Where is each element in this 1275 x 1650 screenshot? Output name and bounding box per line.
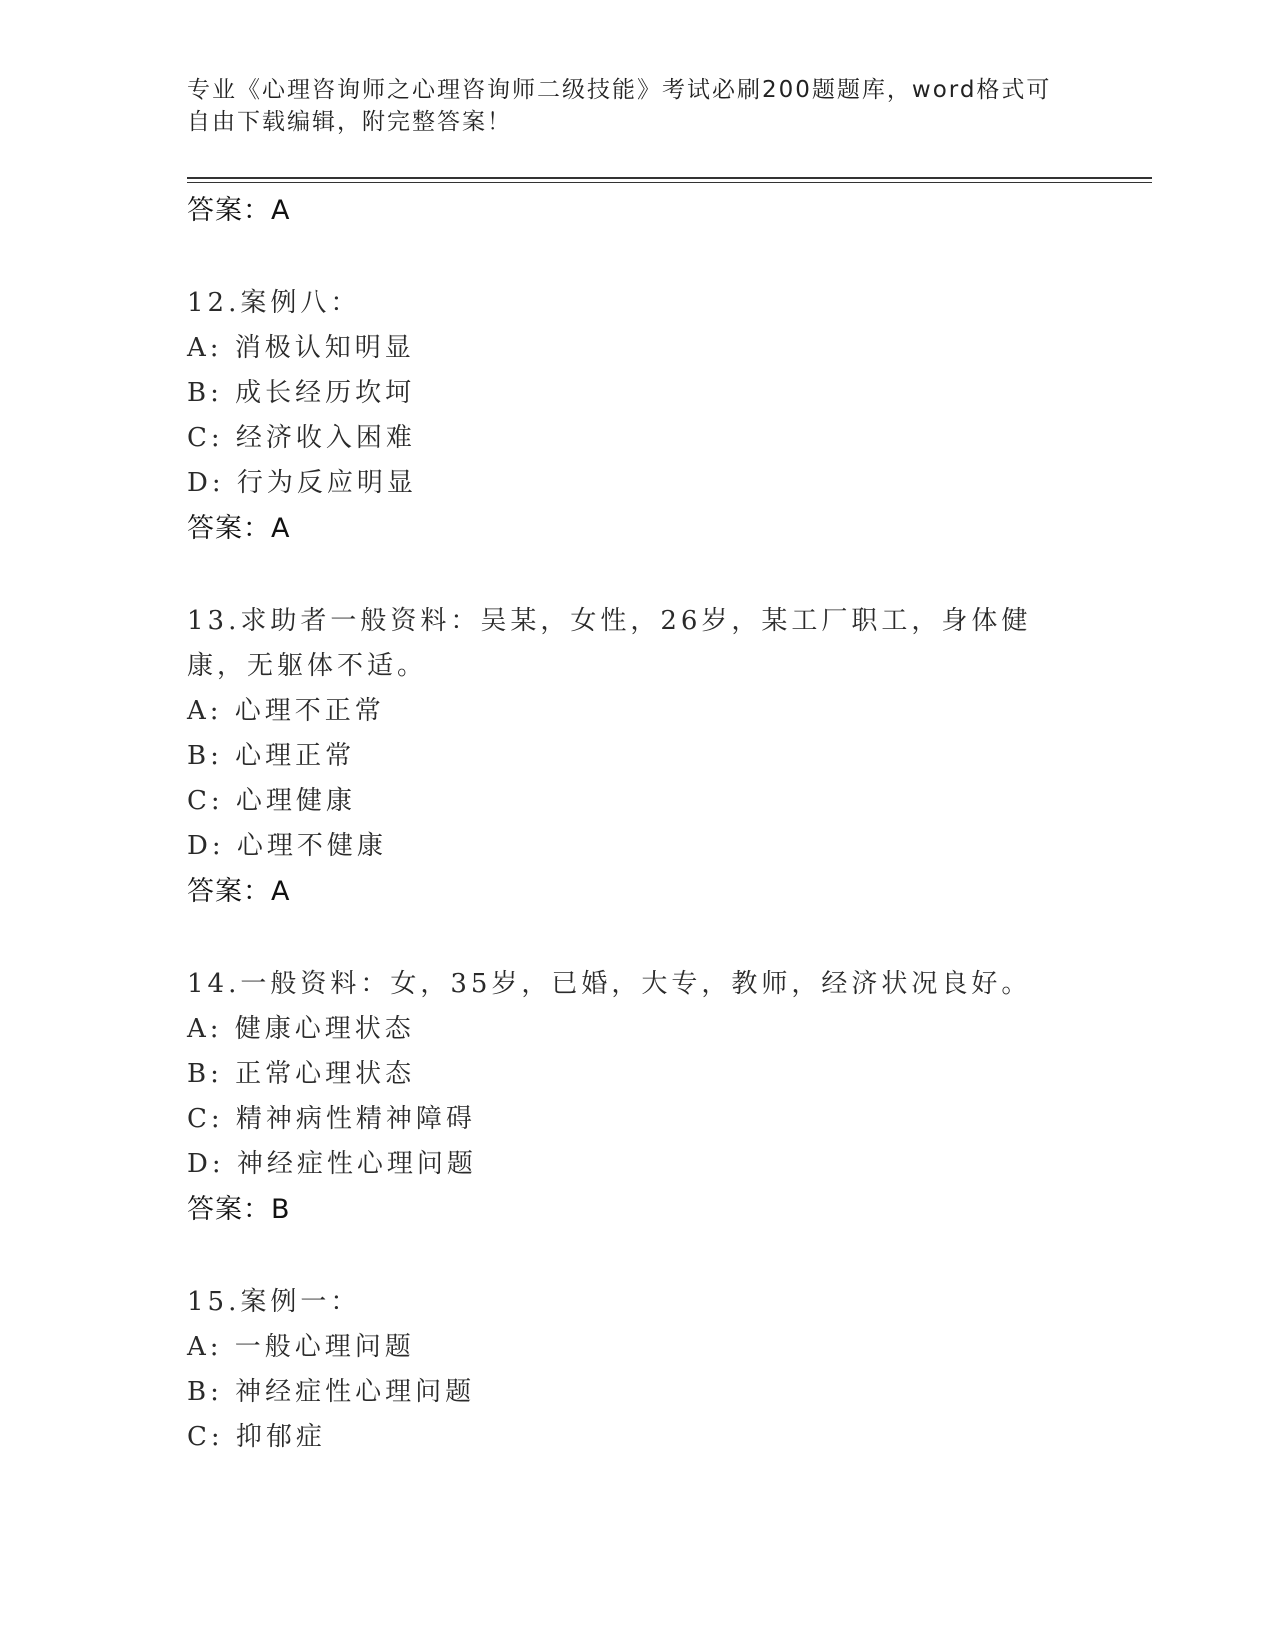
question-list bbox=[187, 188, 1087, 1460]
option-d: D: 行为反应明显 bbox=[187, 468, 417, 498]
question-stem: 13.求助者一般资料：吴某，女性，26岁，某工厂职工，身体健康，无躯体不适。 bbox=[187, 606, 1032, 681]
header-divider-thin bbox=[187, 182, 1152, 183]
option-a: A: 一般心理问题 bbox=[187, 1332, 415, 1362]
question-block bbox=[187, 1280, 1087, 1460]
option-b: B: 正常心理状态 bbox=[187, 1059, 416, 1089]
option-a: A: 消极认知明显 bbox=[187, 333, 415, 363]
answer-line: 答案：A bbox=[187, 513, 291, 544]
question-stem: 14.一般资料：女，35岁，已婚，大专，教师，经济状况良好。 bbox=[187, 969, 1032, 999]
option-a: A: 心理不正常 bbox=[187, 696, 385, 726]
header-divider-thick bbox=[187, 177, 1152, 179]
question-block bbox=[187, 281, 1087, 551]
option-d: D: 心理不健康 bbox=[187, 831, 387, 861]
option-d: D: 神经症性心理问题 bbox=[187, 1149, 477, 1179]
option-a: A: 健康心理状态 bbox=[187, 1014, 415, 1044]
option-b: B: 神经症性心理问题 bbox=[187, 1377, 476, 1407]
page-header: 专业《心理咨询师之心理咨询师二级技能》考试必刷200题题库，word格式可自由下载编辑，附完整答案！ bbox=[187, 77, 1052, 135]
answer-line: 答案：B bbox=[187, 1194, 291, 1225]
option-c: C: 抑郁症 bbox=[187, 1422, 326, 1452]
option-c: C: 心理健康 bbox=[187, 786, 356, 816]
question-block bbox=[187, 962, 1087, 1232]
option-c: C: 精神病性精神障碍 bbox=[187, 1104, 476, 1134]
question-stem: 15.案例一： bbox=[187, 1287, 361, 1317]
answer-line: 答案：A bbox=[187, 195, 291, 226]
answer-line: 答案：A bbox=[187, 876, 291, 907]
option-b: B: 心理正常 bbox=[187, 741, 356, 771]
question-stem: 12.案例八： bbox=[187, 288, 361, 318]
option-c: C: 经济收入困难 bbox=[187, 423, 416, 453]
question-block bbox=[187, 599, 1087, 914]
option-b: B: 成长经历坎坷 bbox=[187, 378, 416, 408]
